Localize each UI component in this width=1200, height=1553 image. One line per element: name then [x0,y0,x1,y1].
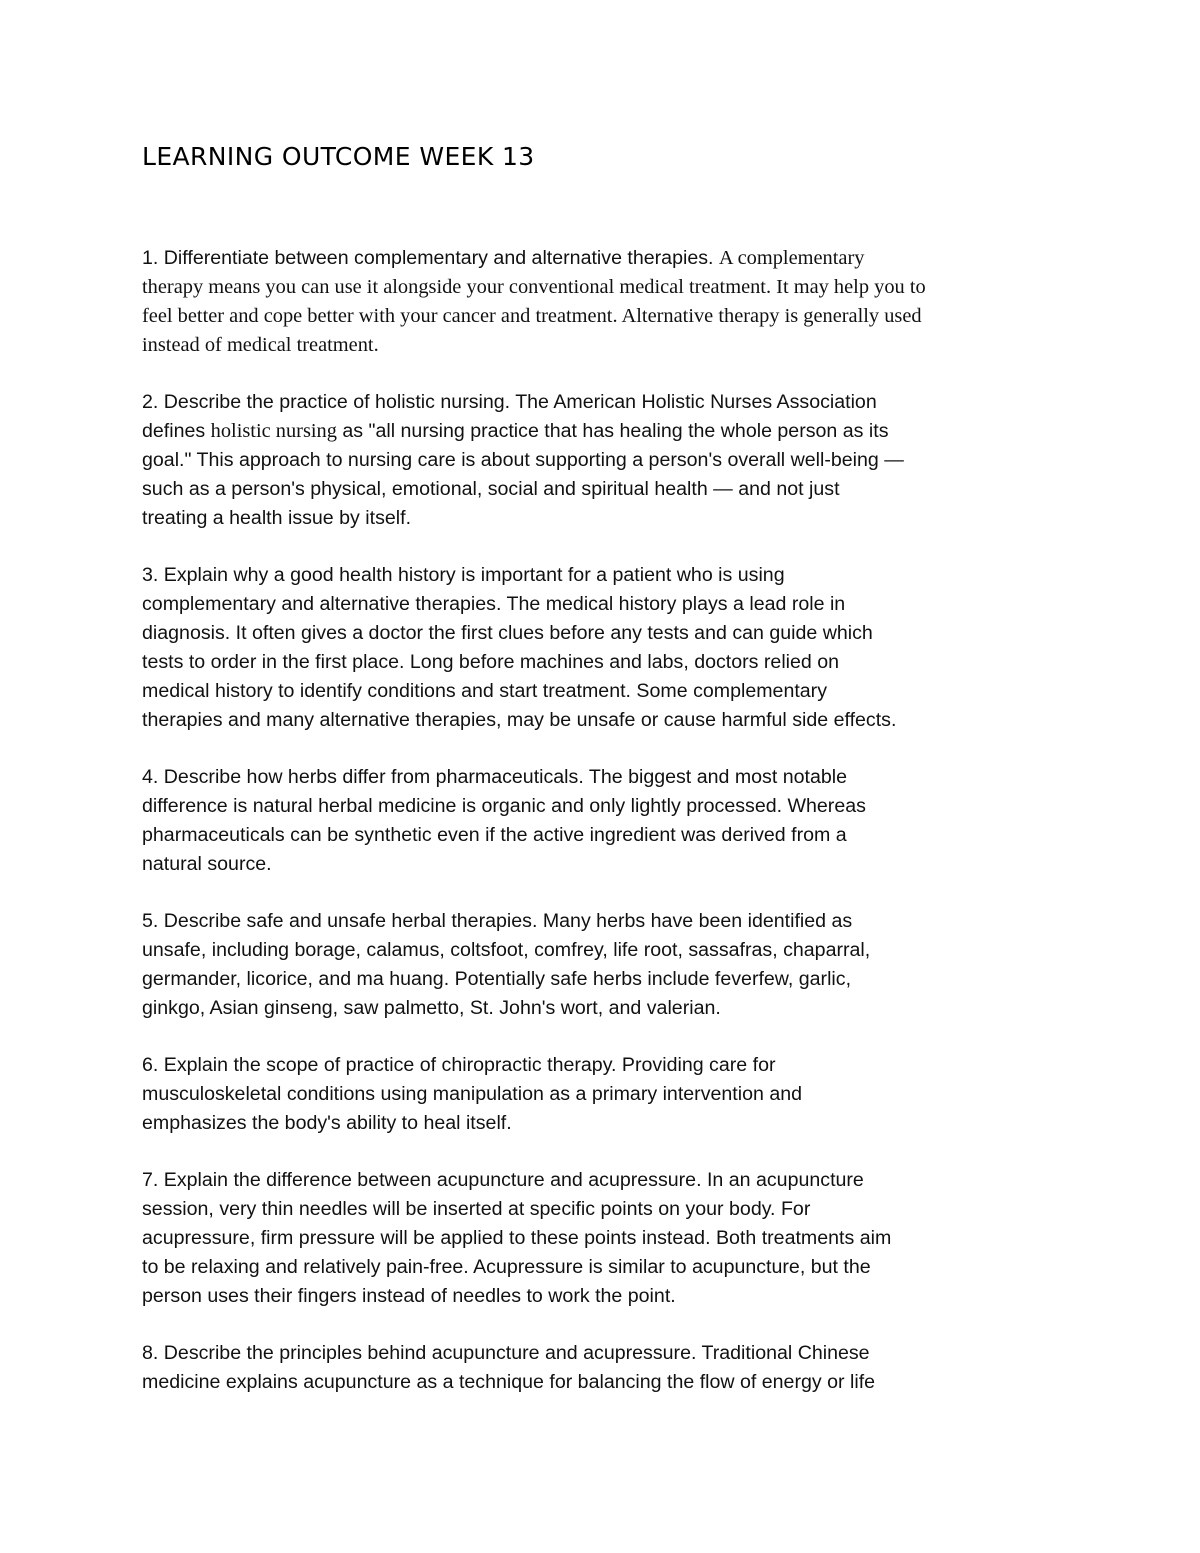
line-text: pharmaceuticals can be synthetic even if the active ingredient was derived from a [142,824,847,846]
outcome-paragraph-6 [142,1051,1072,1138]
line-text: therapy means you can use it alongside your conventional medical treatment. It may help you to [142,276,926,298]
line-text: feel better and cope better with your cancer and treatment. Alternative therapy is generally used [142,305,922,327]
line-text: diagnosis. It often gives a doctor the first clues before any tests and can guide which [142,622,873,644]
line-text: 4. Describe how herbs differ from pharmaceuticals. The biggest and most notable [142,766,848,788]
outcome-paragraph-4 [142,763,1072,879]
paragraph-line [142,1109,1072,1138]
outcome-paragraph-7 [142,1166,1072,1311]
line-text: goal." This approach to nursing care is about supporting a person's overall well-being — [142,449,904,471]
paragraph-line [142,936,1072,965]
paragraph-line [142,331,1072,360]
paragraph-line [142,1080,1072,1109]
line-text: 3. Explain why a good health history is important for a patient who is using [142,564,785,586]
line-text: person uses their fingers instead of needles to work the point. [142,1285,676,1307]
line-text: medicine explains acupuncture as a technique for balancing the flow of energy or life [142,1371,876,1393]
paragraph-line [142,850,1072,879]
paragraph-line [142,994,1072,1023]
line-text-segment: A complementary [718,247,865,269]
line-text: germander, licorice, and ma huang. Potentially safe herbs include feverfew, garlic, [142,968,852,990]
paragraph-line [142,475,1072,504]
outcome-paragraph-8 [142,1339,1072,1397]
line-text: complementary and alternative therapies. The medical history plays a lead role in [142,593,846,615]
line-text: instead of medical treatment. [142,334,379,356]
paragraph-line [142,1166,1072,1195]
paragraph-line [142,619,1072,648]
paragraph-line [142,273,1072,302]
line-text: tests to order in the first place. Long before machines and labs, doctors relied on [142,651,840,673]
line-text: to be relaxing and relatively pain-free. Acupressure is similar to acupuncture, but the [142,1256,871,1278]
line-text: acupressure, firm pressure will be applied to these points instead. Both treatments aim [142,1227,892,1249]
paragraph-line [142,1224,1072,1253]
paragraph-line [142,706,1072,735]
line-text-segment: as "all nursing practice that has healing the whole person as its [336,420,889,442]
line-text: 6. Explain the scope of practice of chiropractic therapy. Providing care for [142,1054,776,1076]
paragraph-line [142,446,1072,475]
paragraph-line [142,965,1072,994]
paragraph-line [142,1195,1072,1224]
document-body [142,244,1072,1425]
paragraph-line [142,417,1072,446]
line-text-segment: holistic nursing [210,420,337,442]
line-text: session, very thin needles will be inserted at specific points on your body. For [142,1198,811,1220]
paragraph-line [142,244,1072,273]
page-title: LEARNING OUTCOME WEEK 13 [142,142,535,171]
line-text: medical history to identify conditions and start treatment. Some complementary [142,680,828,702]
paragraph-line [142,388,1072,417]
paragraph-line [142,504,1072,533]
paragraph-line [142,648,1072,677]
paragraph-line [142,821,1072,850]
paragraph-line [142,590,1072,619]
paragraph-line [142,1339,1072,1368]
line-text: 2. Describe the practice of holistic nursing. The American Holistic Nurses Association [142,391,877,413]
outcome-paragraph-5 [142,907,1072,1023]
paragraph-line [142,763,1072,792]
paragraph-line [142,1253,1072,1282]
outcome-paragraph-2 [142,388,1072,533]
line-text: therapies and many alternative therapies, may be unsafe or cause harmful side effects. [142,709,897,731]
paragraph-line [142,677,1072,706]
paragraph-line [142,561,1072,590]
line-text: 8. Describe the principles behind acupuncture and acupressure. Traditional Chinese [142,1342,870,1364]
line-text: 7. Explain the difference between acupuncture and acupressure. In an acupuncture [142,1169,864,1191]
line-text: unsafe, including borage, calamus, coltsfoot, comfrey, life root, sassafras, chaparral, [142,939,871,961]
line-text: ginkgo, Asian ginseng, saw palmetto, St. John's wort, and valerian. [142,997,721,1019]
line-text: natural source. [142,853,272,875]
paragraph-line [142,1368,1072,1397]
line-text: defines [142,420,211,442]
line-text: difference is natural herbal medicine is organic and only lightly processed. Whereas [142,795,866,817]
line-text: treating a health issue by itself. [142,507,412,529]
line-text: 5. Describe safe and unsafe herbal therapies. Many herbs have been identified as [142,910,853,932]
paragraph-line [142,792,1072,821]
line-text: 1. Differentiate between complementary and alternative therapies. [142,247,719,269]
line-text: emphasizes the body's ability to heal itself. [142,1112,512,1134]
line-text: musculoskeletal conditions using manipulation as a primary intervention and [142,1083,803,1105]
outcome-paragraph-3 [142,561,1072,735]
paragraph-line [142,1051,1072,1080]
paragraph-line [142,302,1072,331]
paragraph-line [142,907,1072,936]
paragraph-line [142,1282,1072,1311]
outcome-paragraph-1 [142,244,1072,360]
line-text: such as a person's physical, emotional, social and spiritual health — and not just [142,478,840,500]
